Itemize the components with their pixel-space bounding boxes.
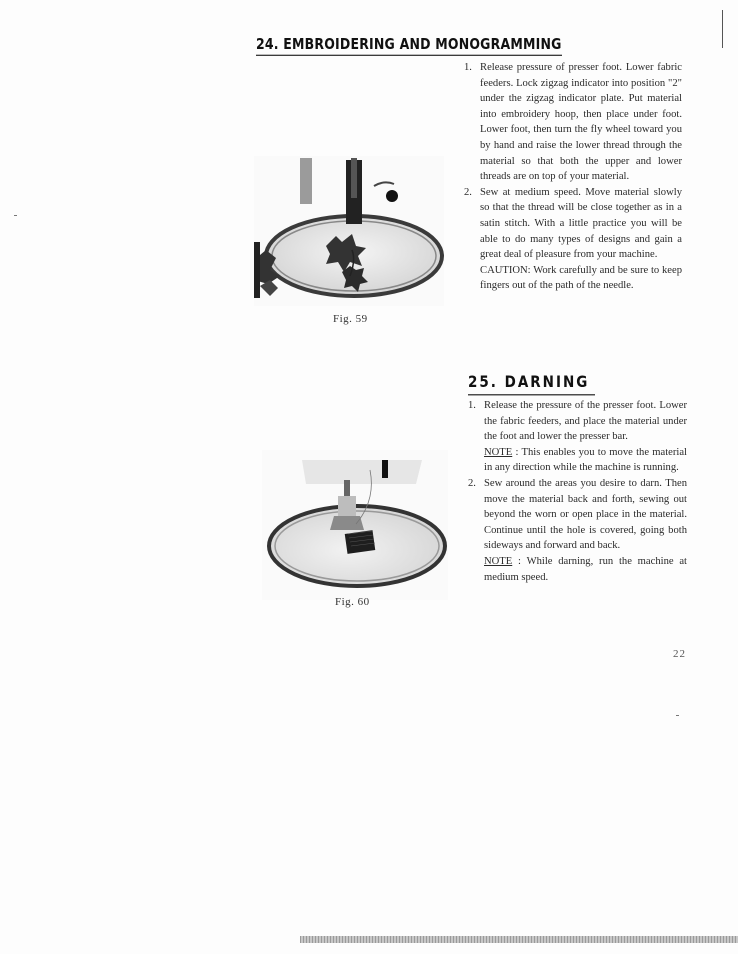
note-text: : This enables you to move the material in any direction while the machine is running. xyxy=(484,446,687,474)
note xyxy=(484,445,687,476)
note-label: NOTE xyxy=(484,446,513,458)
note-text: : While darning, run the machine at medium speed. xyxy=(484,555,687,583)
section-25-steps xyxy=(468,398,687,585)
figure-59-caption: Fig. 59 xyxy=(333,313,368,325)
section-25-step-1 xyxy=(468,398,687,476)
scan-bottom-band xyxy=(300,936,738,943)
caution-text: CAUTION: Work carefully and be sure to keep fingers out of the path of the needle. xyxy=(480,264,682,292)
step-text: Sew around the areas you desire to darn. Then move the material back and forth, sewing out beyond the worn or open place in the material. Continue until the hole is covered, going both sideways and forward and back. xyxy=(484,477,687,552)
note-label: NOTE xyxy=(484,555,513,567)
step-number: 1. xyxy=(464,62,472,73)
section-24-heading: 24. EMBROIDERING AND MONOGRAMMING xyxy=(256,37,562,55)
section-24-step-2 xyxy=(464,185,682,294)
step-number: 2. xyxy=(464,186,472,198)
scan-speck xyxy=(14,215,17,216)
scan-edge-line xyxy=(722,10,723,48)
figure-60-caption: Fig. 60 xyxy=(335,596,370,608)
section-24-steps xyxy=(464,60,682,294)
step-number: 1. xyxy=(468,400,476,411)
figure-60-darning-photo xyxy=(262,450,448,600)
note xyxy=(484,554,687,585)
scan-speck xyxy=(676,715,679,716)
figure-59-embroidery-photo xyxy=(254,156,444,306)
step-text: Release the pressure of the presser foot. Lower the fabric feeders, and place the material under the foot and lower the presser bar. xyxy=(484,400,687,443)
section-25-heading: 25. DARNING xyxy=(468,375,595,395)
section-24-step-1 xyxy=(464,60,682,185)
step-text: Sew at medium speed. Move material slowly so that the thread will be close together as in a satin stitch. With a little practice you will be able to do many types of designs and gain a great deal of pleasure from your machine. xyxy=(480,186,682,261)
step-number: 2. xyxy=(468,477,476,489)
step-text: Release pressure of presser foot. Lower fabric feeders. Lock zigzag indicator into position "2" under the zigzag indicator plate. Put material into embroidery hoop, then place under foot. Lower foot, then turn the fly wheel toward you by hand and raise the lower thread through the material so that both the upper and lower threads are on top of your material. xyxy=(480,62,682,183)
page-number: 22 xyxy=(673,648,686,660)
section-25-step-2 xyxy=(468,476,687,585)
